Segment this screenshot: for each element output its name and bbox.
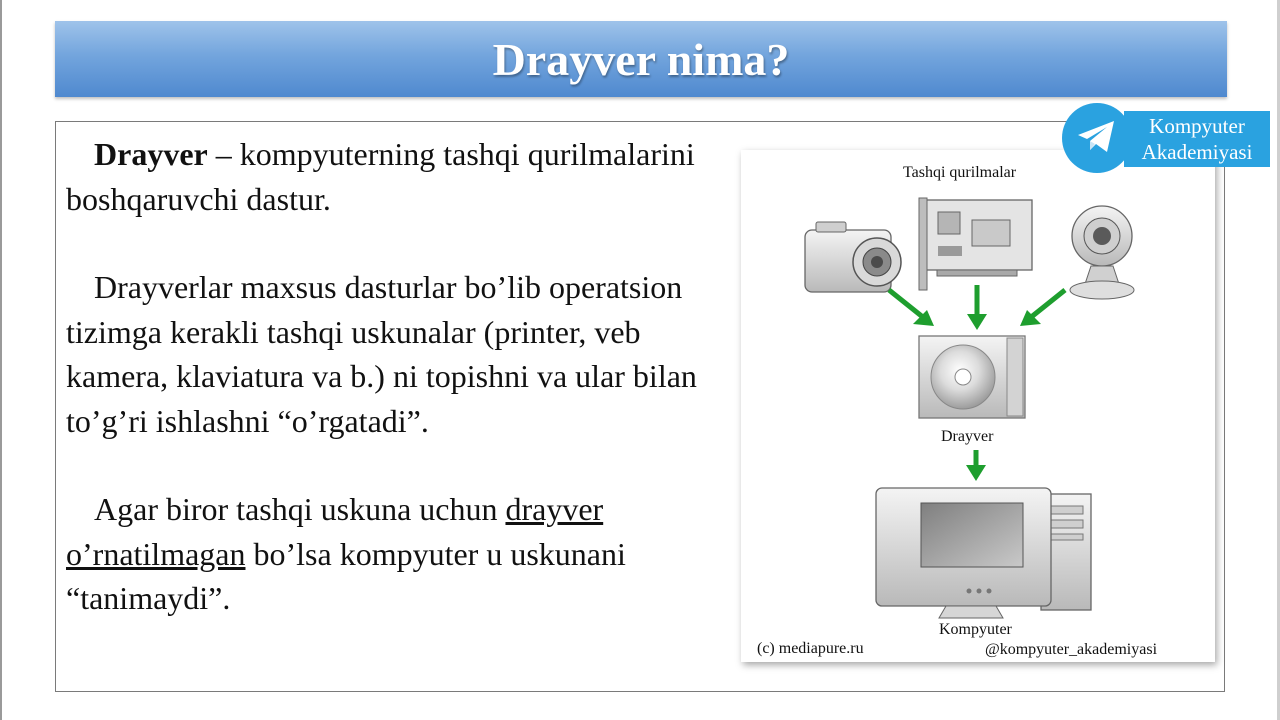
slide-title: Drayver nima? [492, 33, 790, 85]
credit-source: (c) mediapure.ru [757, 640, 864, 657]
paragraph-note [66, 487, 731, 621]
diagram-graphics [741, 150, 1215, 662]
label-computer: Kompyuter [939, 621, 1012, 638]
telegram-badge[interactable] [1062, 103, 1270, 173]
label-driver: Drayver [941, 428, 994, 445]
paragraph-definition [66, 132, 731, 221]
driver-diagram [741, 150, 1215, 662]
computer-icon [876, 488, 1091, 618]
webcam-icon [1070, 206, 1134, 299]
badge-label [1124, 111, 1270, 167]
definition-text: – kompyuterning tashqi qurilmalarini boshqaruvchi dastur. [66, 136, 695, 217]
expansion-card-icon [919, 198, 1032, 290]
label-external-devices: Tashqi qurilmalar [903, 164, 1017, 181]
paragraph-explanation: Drayverlar maxsus dasturlar bo’lib operatsion tizimga kerakli tashqi uskunalar (printer, veb kamera, klaviatura va b.) ni topishni va ular bilan to’g’ri ishlashni “o’rgatadi”. [66, 269, 697, 439]
note-underlined: drayver o’rnatilmagan [66, 491, 604, 572]
camera-icon [805, 222, 901, 292]
credit-channel: @kompyuter_akademiyasi [985, 641, 1158, 658]
text-column [66, 132, 731, 621]
driver-disc-icon [919, 336, 1025, 418]
note-text-before: Agar biror tashqi uskuna uchun [94, 491, 506, 527]
badge-line-1: Kompyuter [1149, 114, 1245, 138]
arrow-driver-to-computer [966, 450, 986, 481]
arrows-devices-to-driver [889, 285, 1065, 330]
telegram-icon-circle [1062, 103, 1132, 173]
badge-line-2: Akademiyasi [1141, 140, 1253, 164]
term-drayver: Drayver [94, 136, 208, 172]
note-text-after: bo’lsa kompyuter u uskunani “tanimaydi”. [66, 535, 626, 616]
telegram-icon [1076, 119, 1118, 155]
title-bar [55, 21, 1227, 97]
slide-frame-left [0, 0, 2, 720]
